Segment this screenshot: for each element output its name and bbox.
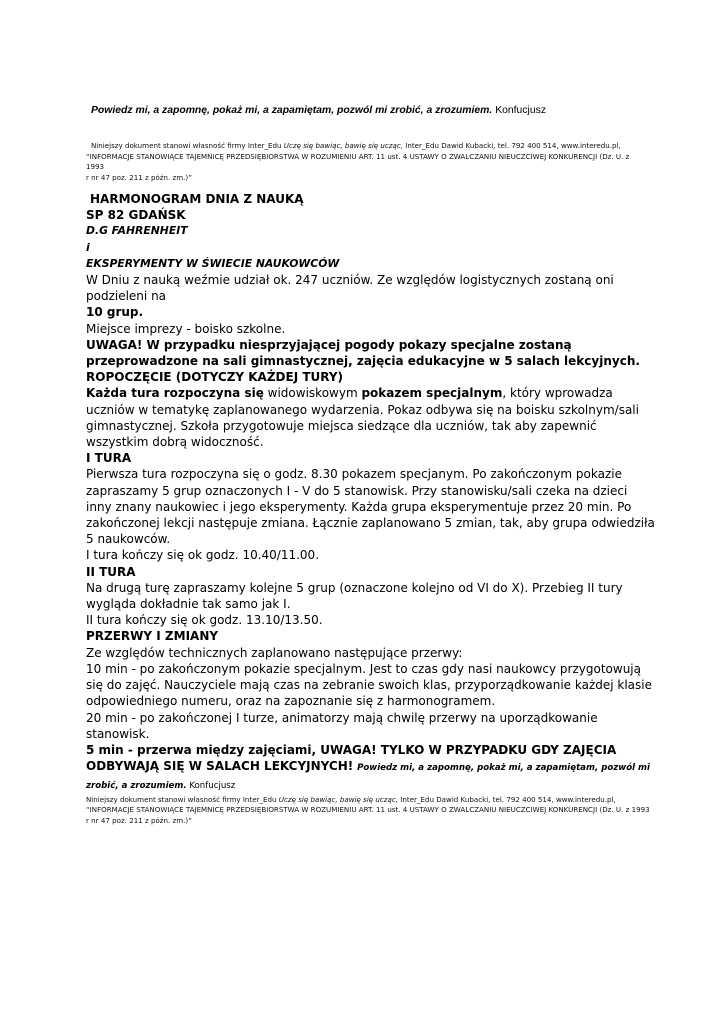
disclaimer-line-1: Niniejszy dokument stanowi własność firmy Inter_Edu Uczę się bawiąc, bawię się ucząc, Inter_Edu Dawid Kubacki, tel. 792 400 514, www.interedu.pl,	[91, 141, 621, 150]
opening-text: Każda tura rozpoczyna się widowiskowym pokazem specjalnym, który wprowadza uczniów w tematykę zaplanowanego wydarzenia. Pokaz odbywa się na boisku szkolnym/sali gimnastycznej. Szkoła przygotowuje miejsca siedzące dla uczniów, tak aby zapewnić wszystkim dobrą widoczność.	[86, 386, 639, 450]
subtitle-2: EKSPERYMENTY W ŚWIECIE NAUKOWCÓW	[86, 256, 340, 270]
break-2: 20 min - po zakończonej I turze, animatorzy mają chwilę przerwy na uporządkowanie stanowisk.	[86, 710, 598, 741]
disclaimer-top	[86, 141, 646, 183]
subtitle-and: i	[86, 240, 90, 254]
footer-quote: Powiedz mi, a zapomnę, pokaż mi, a zapamiętam, pozwól mi zrobić, a zrozumiem. Konfucjusz	[86, 763, 650, 792]
quote-text: Powiedz mi, a zapomnę, pokaż mi, a zapamiętam, pozwól mi zrobić, a zrozumiem.	[91, 105, 493, 116]
tura1-heading: I TURA	[86, 451, 132, 466]
tura2-text: Na drugą turę zapraszamy kolejne 5 grup (oznaczone kolejno od VI do X). Przebieg II tury wygląda dokładnie tak samo jak I.	[86, 580, 623, 612]
weather-warning: UWAGA! W przypadku niesprzyjającej pogody pokazy specjalne zostaną przeprowadzone na sali gimnastycznej, zajęcia edukacyjne w 5 salach lekcyjnych.	[86, 337, 640, 369]
opening-heading: ROPOCZĘCIE (DOTYCZY KAŻDEJ TURY)	[86, 370, 344, 385]
break-1: 10 min - po zakończonym pokazie specjalnym. Jest to czas gdy nasi naukowcy przygotowują się do zajęć. Nauczyciele mają czas na zebranie swoich klas, przyporządkowanie każdej klasie odpowiedniego numeru, oraz na zapoznanie się z harmonogramem.	[86, 661, 652, 709]
break-3: 5 min - przerwa między zajęciami, UWAGA! TYLKO W PRZYPADKU GDY ZAJĘCIA ODBYWAJĄ SIĘ W SALACH LEKCYJNYCH! Powiedz mi, a zapomnę, pokaż mi, a zapamiętam, pozwól mi zrobić, a zrozumiem. Konfucjusz	[86, 742, 650, 792]
main-content	[86, 191, 656, 826]
page-title: HARMONOGRAM DNIA Z NAUKĄ	[90, 192, 304, 206]
header-quote	[91, 104, 711, 117]
disclaimer-bottom	[86, 795, 656, 827]
intro-text: W Dniu z nauką weźmie udział ok. 247 uczniów. Ze względów logistycznych zostaną oni podzieleni na	[86, 273, 614, 304]
disclaimer-line-1: Niniejszy dokument stanowi własność firmy Inter_Edu Uczę się bawiąc, bawię się ucząc, Inter_Edu Dawid Kubacki, tel. 792 400 514, www.interedu.pl,	[86, 794, 616, 804]
tura1-end: I tura kończy się ok godz. 10.40/11.00.	[86, 548, 320, 563]
disclaimer-line-2: “INFORMACJE STANOWIĄCE TAJEMNICĘ PRZEDSIĘBIORSTWA W ROZUMIENIU ART. 11 ust. 4 USTAWY O ZWALCZANIU NIEUCZCIWEJ KONKURENCJI (Dz. U. z 1993	[86, 151, 630, 171]
tura2-heading: II TURA	[86, 564, 136, 579]
breaks-intro: Ze względów technicznych zaplanowano następujące przerwy:	[86, 645, 463, 660]
tura1-text: Pierwsza tura rozpoczyna się o godz. 8.30 pokazem specjanym. Po zakończonym pokazie zapraszamy 5 grup oznaczonych I - V do 5 stanowisk. Przy stanowisku/sali czeka na dzieci inny znany naukowiec i jego eksperymenty. Każda grupa eksperymentuje przez 20 min. Po zakończonej lekcji następuje zmiana. Łącznie zaplanowano 5 zmian, tak, aby grupa odwiedziła 5 naukowców.	[86, 467, 655, 547]
disclaimer-line-3: r nr 47 poz. 211 z późn. zm.)”	[86, 172, 192, 182]
breaks-heading: PRZERWY I ZMIANY	[86, 629, 219, 644]
disclaimer-line-3: r nr 47 poz. 211 z późn. zm.)”	[86, 815, 192, 825]
place-text: Miejsce imprezy - boisko szkolne.	[86, 321, 286, 336]
disclaimer-line-2: “INFORMACJE STANOWIĄCE TAJEMNICĘ PRZEDSIĘBIORSTWA W ROZUMIENIU ART. 11 ust. 4 USTAWY O ZWALCZANIU NIEUCZCIWEJ KONKURENCJI (Dz. U. z 1993	[86, 805, 650, 815]
school-name: SP 82 GDAŃSK	[86, 208, 186, 223]
subtitle-1: D.G FAHRENHEIT	[86, 224, 188, 238]
quote-author: Konfucjusz	[495, 105, 547, 116]
tura2-end: II tura kończy się ok godz. 13.10/13.50.	[86, 613, 323, 628]
groups-text: 10 grup.	[86, 305, 144, 320]
